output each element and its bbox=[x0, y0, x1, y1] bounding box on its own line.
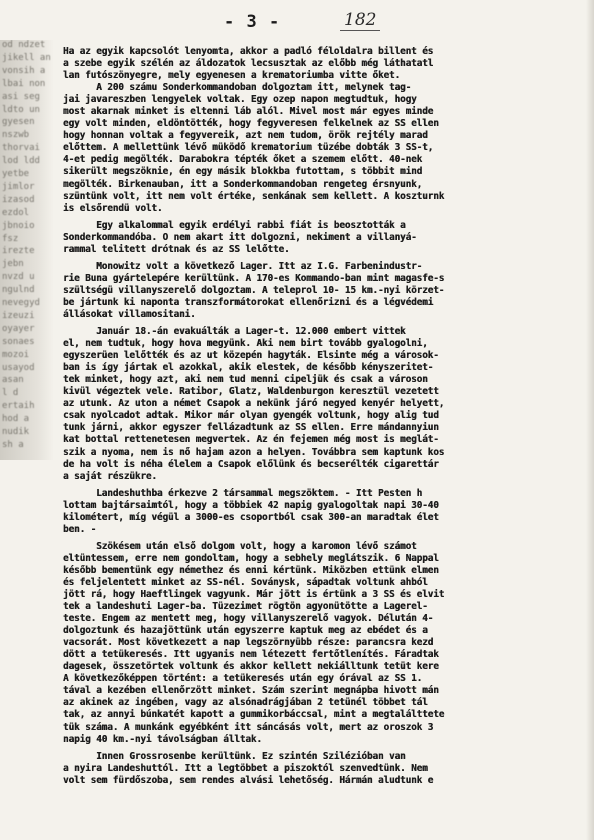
bleed-through-line: sonaes bbox=[2, 336, 35, 347]
bleed-through-line: ezdol bbox=[2, 207, 30, 218]
bleed-through-line: nszwb bbox=[2, 130, 30, 141]
text-line: később bementünk egy némethez és enni kértünk. Miközben ettünk elmen bbox=[63, 564, 439, 576]
text-line: de ha volt is néha élelem a Csapok előlünk és becserélték cigarettár bbox=[63, 458, 439, 470]
text-line: jött rá, hogy Haeftlingek vagyunk. Már jött is értünk a 3 SS és elvit bbox=[63, 589, 445, 601]
text-line: az utunk. Az uton a német Csapok a nekünk járó negyed kenyér helyett, bbox=[63, 398, 445, 410]
text-line: és feljelentett minket az SS-nél. Soványsk, sápadtak voltunk ahból bbox=[63, 576, 428, 588]
bleed-through-line: usayod bbox=[2, 362, 35, 373]
text-line: csak nyolcadot adtak. Mikor már olyan gyengék voltunk, hogy alig tud bbox=[63, 410, 439, 422]
text-line: ban is így jártak el azokkal, akik elestek, de később kényszeritet- bbox=[63, 362, 434, 374]
text-line: szik a nyoma, nem is nő hajam azon a helyen. Továbbra sem kaptunk kos bbox=[63, 446, 445, 458]
bleed-through-line: mozoi bbox=[2, 349, 30, 360]
text-line: ben. - bbox=[63, 523, 97, 535]
bleed-through-line: izasod bbox=[2, 194, 35, 205]
handwritten-page-number: 182 bbox=[340, 10, 380, 31]
bleed-through-line: asan bbox=[2, 375, 24, 386]
text-line: kat bottal rettenetesen megvertek. Az én fejemen még most is meglát- bbox=[63, 434, 439, 446]
bleed-through-line: oyayer bbox=[2, 323, 35, 334]
text-line: dagesek, összetörtek voltunk és akkor kellett nekiálltunk tetüt kere bbox=[63, 661, 439, 673]
bleed-through-line: asi seg bbox=[2, 91, 40, 102]
text-line: Sonderkommandóba. O nem akart itt dolgozni, nekiment a villanyá- bbox=[63, 231, 417, 243]
page-edge-shadow bbox=[586, 0, 594, 840]
text-line: kivül végeztek vele. Ratibor, Glatz, Waldenburgon keresztül vezetett bbox=[63, 386, 439, 398]
text-line: el, nem tudtuk, hogy hova megyünk. Aki nem birt tovább gyalogolni, bbox=[63, 338, 428, 350]
paragraph bbox=[63, 541, 583, 746]
text-line: dolgoztunk és hazajöttünk után egyszerre kaptuk meg az ebédet és a bbox=[63, 625, 428, 637]
text-line: be jártunk ki naponta transzformátorokat ellenőrizni és a légvédemi bbox=[63, 296, 434, 308]
text-line: teste. Engem az mentett meg, hogy villanyszerelő vagyok. Délután 4- bbox=[63, 613, 434, 625]
bleed-through-line: od ndzet bbox=[2, 40, 46, 50]
text-line: Monowitz volt a következő Lager. Itt az I.G. Farbenindustr- bbox=[63, 260, 423, 272]
text-line: Landeshuthba érkezve 2 társammal megszöktem. - Itt Pesten h bbox=[63, 487, 423, 499]
text-line: egyszerüen lelőtték és az ut közepén hagyták. Elsinte még a városok- bbox=[63, 350, 439, 362]
text-line: állásokat villamositani. bbox=[63, 308, 196, 320]
bleed-through-line: hod a bbox=[2, 414, 30, 425]
text-line: szültségü villanyszerelő dolgoztam. A teleprol 10- 15 km.-nyi körzet- bbox=[63, 284, 445, 296]
text-line: tak, az annyi búnkatét kapott a gummikorbáccsal, mint a megtalálttete bbox=[63, 709, 445, 721]
text-line: kilométert, míg végül a 3000-es csoportból csak 300-an maradtak élet bbox=[63, 511, 439, 523]
bleed-through-line: nvzd u bbox=[2, 272, 35, 283]
text-line: előttem. A mellettünk lévő müködő krematorium tüzébe dobták 3 SS-t, bbox=[63, 142, 434, 154]
text-line: vacsorát. Most következett a nap legszörnyübb része: parancsra kezd bbox=[63, 637, 434, 649]
text-line: tük száma. A munkánk egyébként itt sáncásás volt, mert az oroszok 3 bbox=[63, 721, 434, 733]
text-line: az akinek az ingében, vagy az alsónadrágjában 2 tetünél többet tál bbox=[63, 697, 428, 709]
typewritten-body bbox=[63, 46, 583, 787]
text-line: tával a kezében ellenőrzött minket. Szám szerint megnápba hivott mán bbox=[63, 685, 439, 697]
text-line: a nyira Landeshuttól. Itt a legtöbbet a piszoktól szenvedtünk. Nem bbox=[63, 762, 428, 774]
bleed-through-line: nevegyd bbox=[2, 298, 40, 308]
text-line: napig 40 km.-nyi távolságban álltak. bbox=[63, 733, 262, 745]
text-line: megölték. Birkenauban, itt a Sonderkommandoban rengeteg érsnyunk, bbox=[63, 178, 423, 190]
bleed-through-line: ldto un bbox=[2, 104, 40, 115]
text-line: 4-et pedig megölték. Darabokra tépték őket a szemem előtt. 40-nek bbox=[63, 154, 423, 166]
bleed-through-line: lbai non bbox=[2, 78, 46, 89]
text-line: jai javareszben lengyelek voltak. Egy ozep napon megtudtuk, hogy bbox=[63, 94, 417, 106]
text-line: sikerült megszöknie, én egy másik blokkba futottam, s többit mind bbox=[63, 166, 423, 178]
bleed-through-line: lod ldd bbox=[2, 156, 40, 167]
bleed-through-line: nudik bbox=[2, 427, 30, 437]
text-line: Innen Grossrosenbe kerültünk. Ez szintén Szilézióban van bbox=[63, 750, 406, 762]
bleed-through-line: irezte bbox=[2, 246, 35, 257]
text-line: eltüntessem, erre nem gondoltam, hogy a sebhely meglátszik. 6 Nappal bbox=[63, 552, 439, 564]
text-line: egy volt minden, eldöntötték, hogy fegyveresen felkelnek az SS ellen bbox=[63, 118, 439, 130]
text-line: dött a tetükeresés. Itt ugyanis nem létezett fertőtlenítés. Fáradtak bbox=[63, 649, 439, 661]
bleed-through-line: sh a bbox=[2, 439, 24, 450]
text-line: Egy alkalommal egyik erdélyi rabbi fiát is beosztották a bbox=[63, 219, 406, 231]
bleed-through-line: ertaih bbox=[2, 401, 35, 412]
paragraph bbox=[63, 46, 583, 215]
paragraph bbox=[63, 751, 583, 787]
text-line: tunk járni, akkor egyszer fellázadtunk az SS ellen. Erre mándannyiun bbox=[63, 422, 439, 434]
bleed-through-line: yetbe bbox=[2, 169, 30, 179]
text-line: Ha az egyik kapcsolót lenyomta, akkor a padló féloldalra billent és bbox=[63, 46, 434, 57]
text-line: A következőképpen történt: a tetükeresés után egy órával az SS 1. bbox=[63, 673, 423, 685]
text-line: Szökésem után első dolgom volt, hogy a karomon lévő számot bbox=[63, 540, 417, 552]
text-line: rie Buna gyártelepére kerültünk. A 170-es Kommando-ban mint magasfe-s bbox=[63, 272, 445, 284]
text-line: a saját részükre. bbox=[63, 470, 157, 482]
text-line: hogy honnan voltak a fegyvereik, azt nem tudom, örök rejtély marad bbox=[63, 130, 428, 142]
text-line: A 200 számu Sonderkommandoban dolgoztam itt, melynek tag- bbox=[63, 82, 412, 94]
text-line: tek minket, hogy azt, aki nem tud menni cipeljük és csak a városon bbox=[63, 374, 428, 386]
text-line: rammal telitett drótnak és az SS lelőtte. bbox=[63, 243, 290, 255]
paragraph bbox=[63, 326, 583, 483]
bleed-through-line: jimlor bbox=[2, 181, 35, 192]
bleed-through-line: l d bbox=[2, 388, 19, 399]
text-line: Január 18.-án evakuálták a Lager-t. 12.000 embert vittek bbox=[63, 326, 406, 338]
bleed-through-line: gyesen bbox=[2, 117, 35, 128]
paragraph bbox=[63, 488, 583, 536]
text-line: most akarnak minket is eltenni láb alól. Mivel most már egyes minde bbox=[63, 106, 434, 118]
bleed-through-line: thorvai bbox=[2, 143, 40, 154]
text-line: lottam bajtársaimtól, hogy a többiek 42 napig gyalogoltak napi 30-40 bbox=[63, 499, 439, 511]
text-line: lan futószönyegre, mely egyenesen a krematoriumba vitte őket. bbox=[63, 70, 401, 82]
text-line: szüntünk volt, itt nem volt értéke, senkának sem kellett. A koszturnk bbox=[63, 190, 445, 202]
paragraph bbox=[63, 261, 583, 321]
bleed-through-line: jbnoio bbox=[2, 220, 35, 231]
bleed-through-line: jebn bbox=[2, 259, 24, 270]
page-number: - 3 - bbox=[224, 12, 281, 32]
bleed-through-line: jikell an bbox=[2, 52, 51, 63]
text-line: a szebe egyik szélén az áldozatok lecsusztak az előbb még láthatatl bbox=[63, 58, 434, 70]
bleed-through-line: vonsih a bbox=[2, 65, 46, 76]
bleed-through-line: fsz bbox=[2, 233, 19, 244]
paragraph bbox=[63, 220, 583, 256]
text-line: volt sem fürdőszoba, sem rendes alvási lehetőség. Hármán aludtunk e bbox=[63, 774, 434, 786]
bleed-through-line: ngulnd bbox=[2, 285, 35, 296]
bleed-through-margin bbox=[0, 40, 54, 460]
bleed-through-line: izeuzi bbox=[2, 310, 35, 321]
text-line: tek a landeshuti Lager-ba. Tüzezimet rögtön agyonütötte a Lagerel- bbox=[63, 601, 428, 613]
text-line: is elsőrendü volt. bbox=[63, 202, 163, 214]
